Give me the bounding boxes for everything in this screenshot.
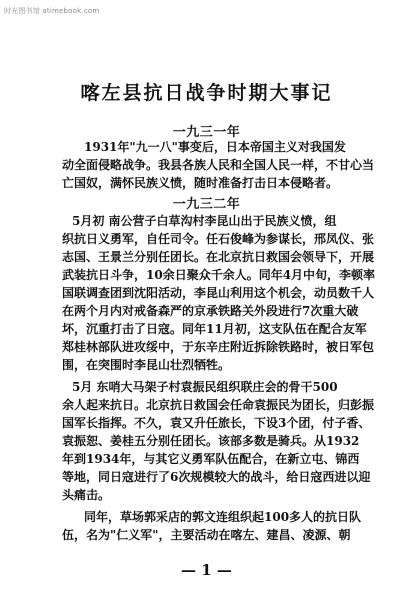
page-title: 喀左县抗日战争时期大事记 [80,82,333,104]
paragraph-line: 在两个月内对戒备森严的京承铁路关外段进行7次重大破 [62,304,359,318]
paragraph-line: 郑桂林部队进攻绥中，于东辛庄附近拆除铁路时，被日军包 [62,340,375,354]
paragraph-line: 5月初 南公营子白草沟村李昆山出于民族义愤，组 [72,214,337,228]
year-heading-1931: 一九三一年 [172,125,241,140]
paragraph-line: 织抗日义勇军，自任司令。任石俊峰为参谋长，邢凤仪、张 [62,232,375,246]
paragraph-line: 5月 东哨大马架子村袁振民组织联庄会的骨干500 [72,380,338,394]
paragraph-line: 围，在突围时李昆山壮烈牺牲。 [62,358,231,372]
paragraph-line: 等地，同日寇进行了6次规模较大的战斗，给日寇西进以迎 [62,470,371,484]
paragraph-line: 亡国奴，满怀民族义愤，随时准备打击日本侵略者。 [62,176,339,190]
watermark-text: 时光图书馆 atimebook.com [4,7,100,15]
paragraph-line: 坏，沉重打击了日寇。同年11月初，这支队伍在配合友军 [62,322,367,336]
paragraph-line: 年到1934年，与其它义勇军队伍配合，在新立屯、锦西 [62,452,360,466]
paragraph-line: 袁振恕、姜桂五分别任团长。该部多数是骑兵。从1932 [62,434,360,448]
paragraph-line: 头痛击。 [62,488,111,502]
paragraph-line: 1931年"九一八"事变后，日本帝国主义对我国发 [84,140,346,154]
paragraph-line: 余人起来抗日。北京抗日救国会任命袁振民为团长，归彭振 [62,398,375,412]
paragraph-line: 伍，名为"仁义军"，主要活动在喀左、建昌、凌源、朝 [62,528,351,542]
year-heading-1932: 一九三二年 [172,197,241,212]
paragraph-line: 武装抗日斗争，10余日聚众千余人。同年4月中旬，李顿率 [62,268,376,282]
paragraph-line: 国军长指挥。不久，袁又升任旅长，下设3个团，付子香、 [62,416,371,430]
paragraph-line: 志国、王景兰分别任团长。在北京抗日救国会领导下，开展 [62,250,375,264]
paragraph-line: 同年，草场郭采店的郭文连组织起100多人的抗日队 [84,510,362,524]
page-number: — 1 — [181,561,232,579]
paragraph-line: 动全面侵略战争。我县各族人民和全国人民一样，不甘心当 [62,158,375,172]
paragraph-line: 国联调查团到沈阳活动，李昆山利用这个机会，动员数千人 [62,286,375,300]
